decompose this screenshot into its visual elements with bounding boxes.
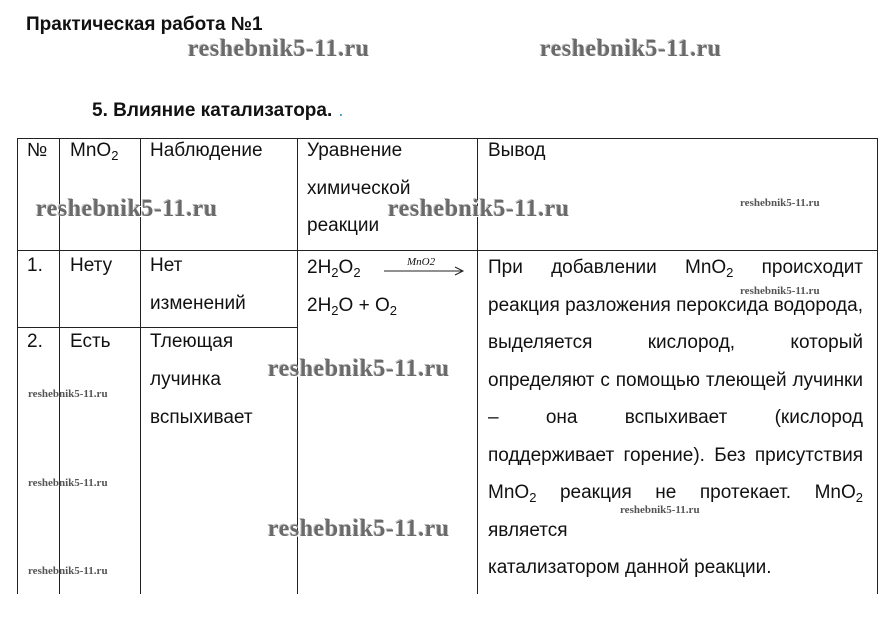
header-equation-line3: реакции	[307, 215, 380, 236]
header-conclusion: Вывод	[488, 140, 546, 161]
watermark: reshebnik5-11.ru	[268, 516, 450, 542]
conclusion-part4: является	[488, 519, 568, 541]
eq-left-sub2: 2	[353, 265, 361, 280]
row2-mno2: Есть	[70, 331, 111, 352]
equation-reactants	[307, 249, 361, 287]
row2-observation-line3: вспыхивает	[150, 407, 253, 428]
watermark: reshebnik5-11.ru	[28, 477, 108, 489]
conclusion-part2: происходит реакция разложения пероксида водорода, выделяется кислород, который определяют с помощью тлеющей лучинки – она вспыхивает (кислород поддерживает горение). Без присутствия MnO	[488, 257, 864, 503]
row2-number: 2.	[27, 331, 43, 352]
header-mno2-base: MnO	[70, 140, 112, 161]
watermark: reshebnik5-11.ru	[28, 565, 108, 577]
eq-left-b: O	[338, 257, 354, 278]
watermark: reshebnik5-11.ru	[540, 36, 722, 62]
conclusion-last-line: катализатором данной реакции.	[488, 557, 772, 578]
arrow-icon	[383, 256, 465, 278]
conclusion-part1: При добавлении MnO	[488, 257, 727, 278]
table-border-left	[17, 138, 18, 594]
header-observation: Наблюдение	[150, 140, 263, 161]
conclusion-text	[488, 249, 863, 587]
header-mno2-sub: 2	[111, 148, 119, 163]
section-title-text: 5. Влияние катализатора.	[92, 100, 333, 121]
table-border-right	[877, 138, 878, 594]
equation-products	[307, 287, 397, 325]
watermark: reshebnik5-11.ru	[740, 197, 820, 209]
conclusion-sub3: 2	[855, 490, 863, 505]
catalyst-label: MnO2	[407, 256, 436, 268]
watermark: reshebnik5-11.ru	[268, 356, 450, 382]
eq-right-b: O + O	[338, 295, 390, 316]
page-title: Практическая работа №1	[26, 14, 263, 35]
watermark: reshebnik5-11.ru	[28, 388, 108, 400]
header-equation-line2: химической	[307, 178, 411, 199]
table-border-top	[17, 138, 878, 139]
eq-right-a: 2H	[307, 295, 332, 316]
conclusion-sub1: 2	[726, 265, 734, 280]
header-mno2	[70, 132, 118, 170]
watermark: reshebnik5-11.ru	[188, 36, 370, 62]
decorative-dot: .	[338, 100, 344, 121]
eq-right-sub2: 2	[389, 303, 397, 318]
row2-observation-line2: лучинка	[150, 369, 221, 390]
eq-left-sub1: 2	[331, 265, 339, 280]
row2-observation-line1: Тлеющая	[150, 331, 234, 352]
eq-right-sub1: 2	[331, 303, 339, 318]
conclusion-sub2: 2	[529, 490, 537, 505]
row1-observation-line2: изменений	[150, 293, 246, 314]
eq-left-a: 2H	[307, 257, 332, 278]
section-title	[92, 100, 344, 122]
row1-mno2: Нету	[70, 255, 113, 276]
watermark: reshebnik5-11.ru	[740, 285, 820, 297]
watermark: reshebnik5-11.ru	[36, 196, 218, 222]
watermark: reshebnik5-11.ru	[388, 196, 570, 222]
row1-number: 1.	[27, 255, 43, 276]
header-number: №	[27, 140, 48, 161]
conclusion-part3: реакция не протекает. MnO	[536, 482, 856, 503]
header-equation-line1: Уравнение	[307, 140, 403, 161]
watermark: reshebnik5-11.ru	[620, 504, 700, 516]
row1-observation-line1: Нет	[150, 255, 183, 276]
reaction-arrow	[383, 256, 465, 278]
